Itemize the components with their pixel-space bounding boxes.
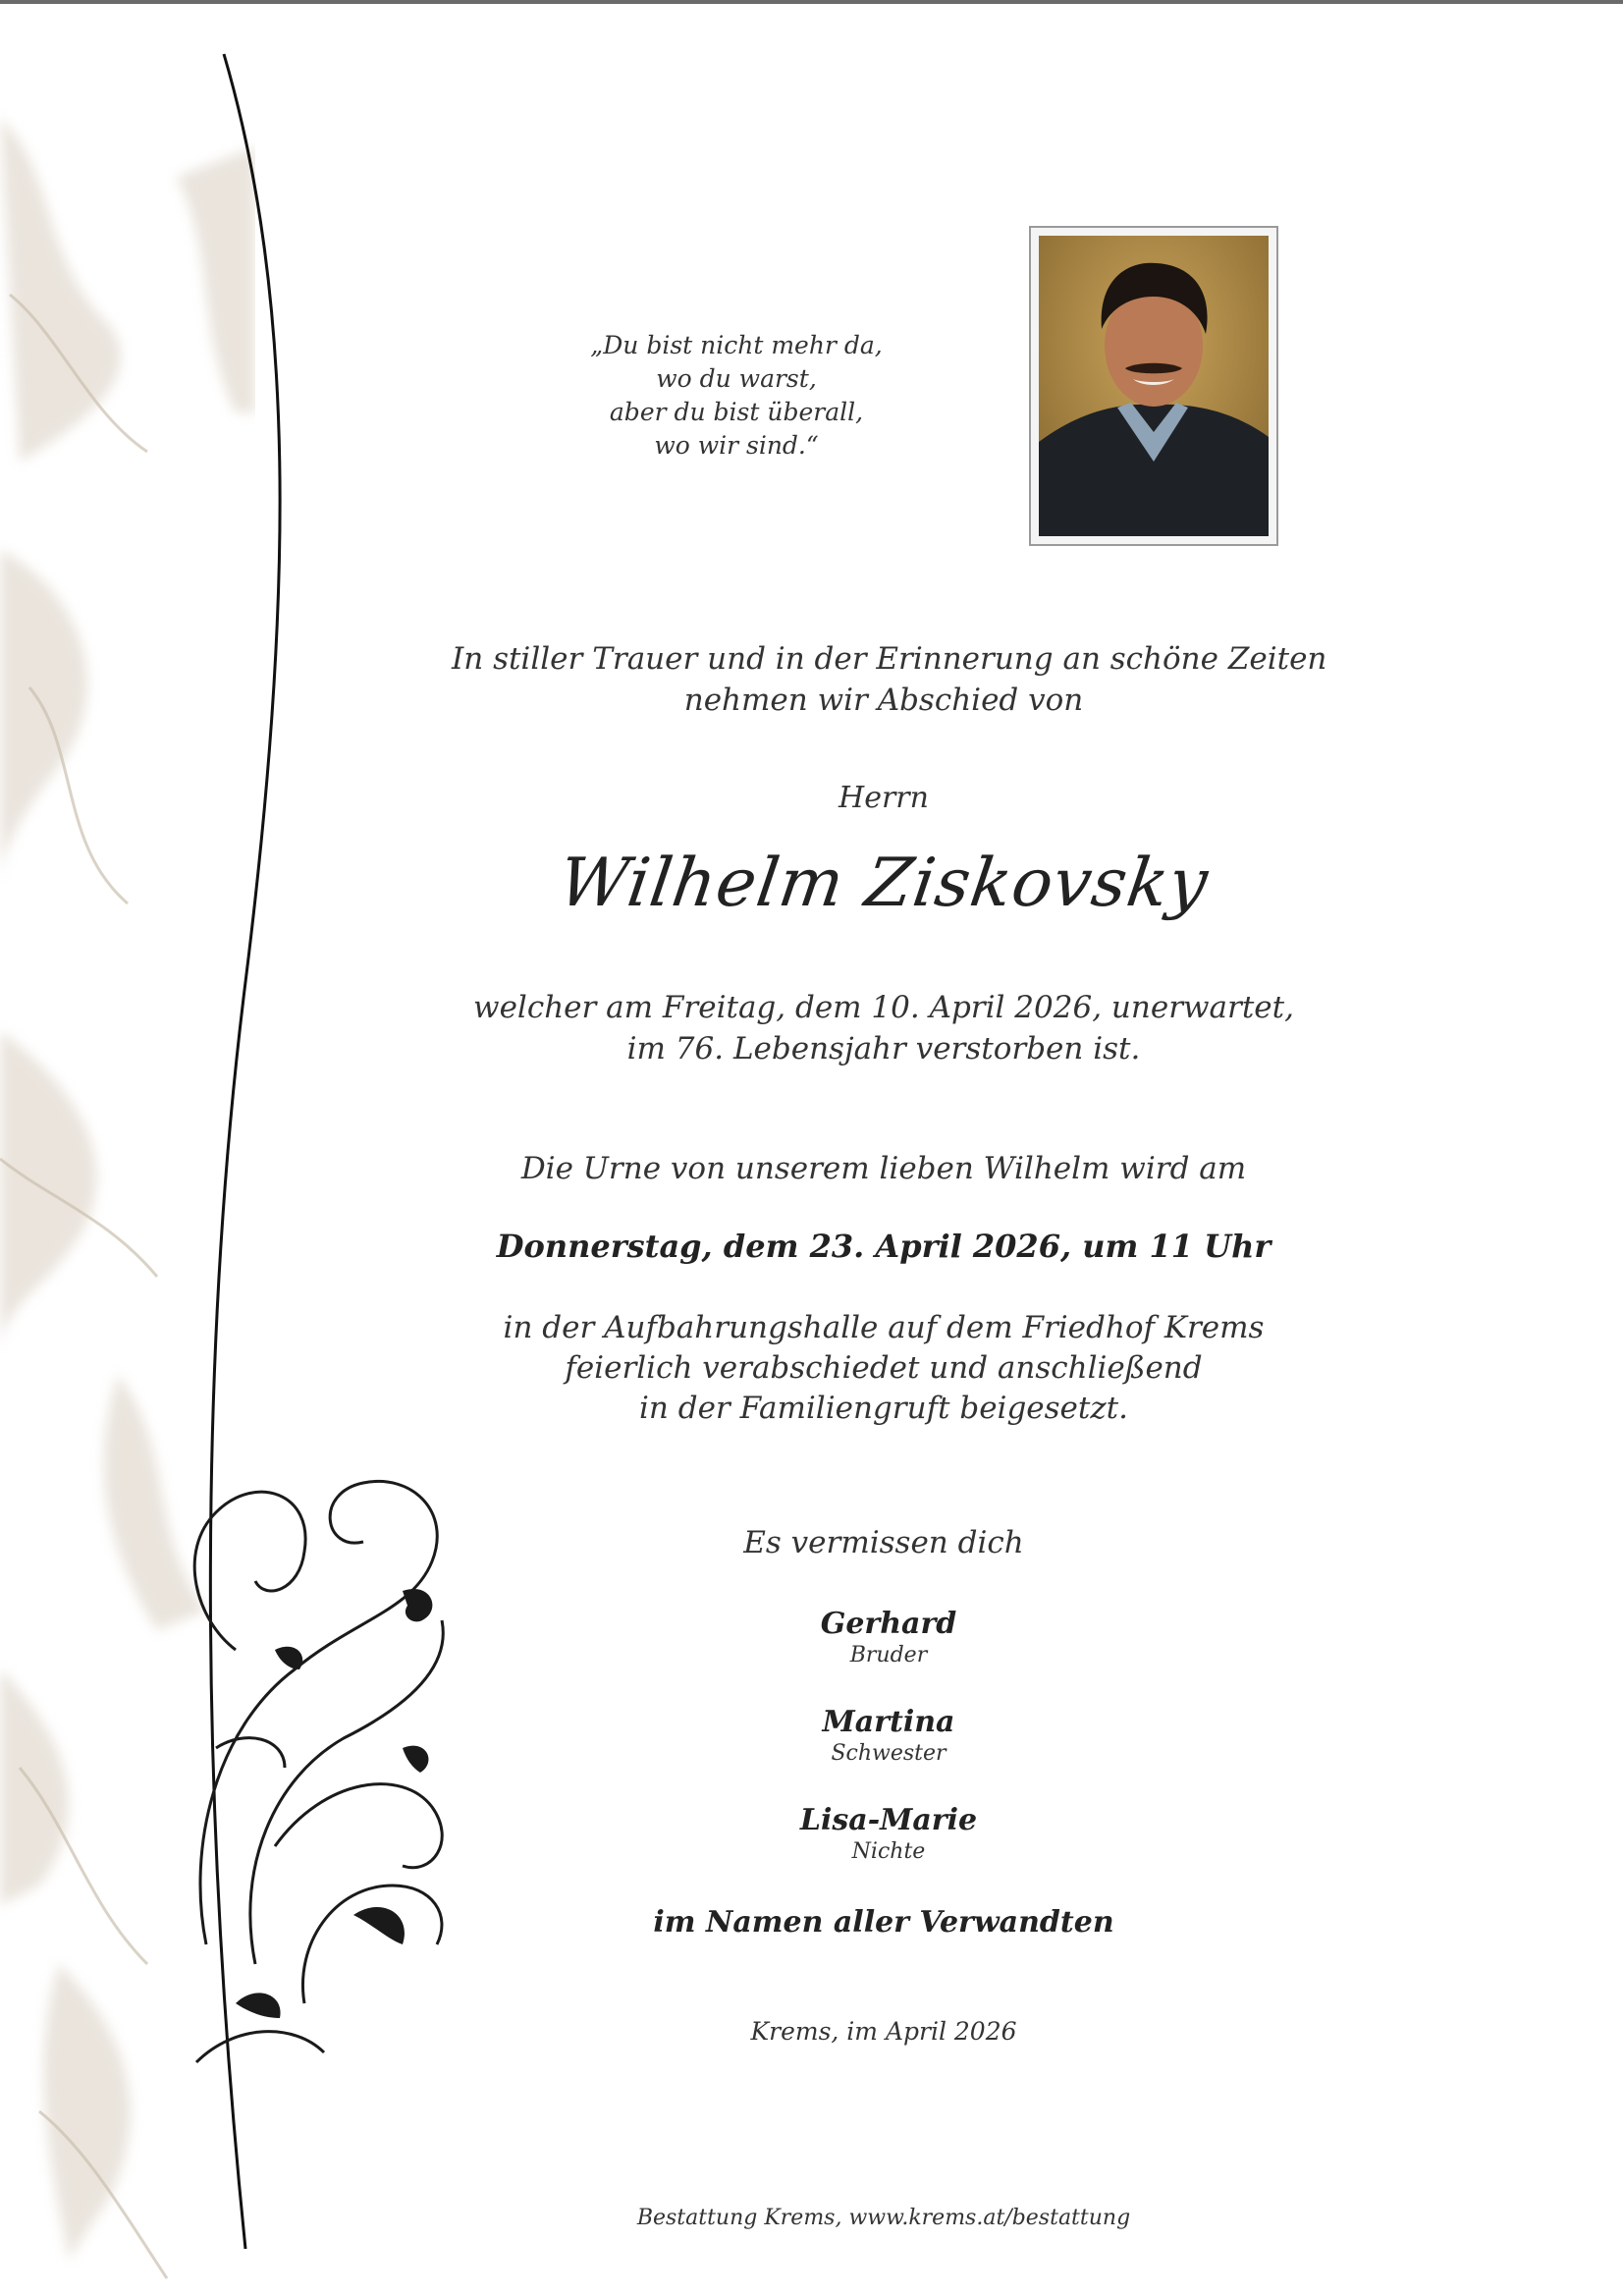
mourner-entry [746, 1607, 1031, 1669]
date-place: Krems, im April 2026 [750, 2017, 1017, 2046]
quote-line: „Du bist nicht mehr da, [590, 331, 883, 359]
mourner-relation: Schwester [831, 1741, 947, 1766]
place-line: feierlich verabschiedet und anschließend [565, 1350, 1203, 1386]
quote-line: wo du warst, [656, 364, 817, 393]
funeral-home-footer: Bestattung Krems, www.krems.at/bestattung [636, 2206, 1131, 2230]
flourish-ornament [177, 1453, 491, 2102]
closing-line: im Namen aller Verwandten [653, 1905, 1114, 1940]
place-line: in der Familiengruft beigesetzt. [639, 1391, 1128, 1426]
urn-intro: Die Urne von unserem lieben Wilhelm wird am [520, 1151, 1247, 1186]
intro-text [452, 638, 1327, 721]
ceremony-place [452, 1308, 1316, 1429]
mourner-entry [746, 1705, 1031, 1768]
mourner-name: Martina [822, 1705, 955, 1739]
memorial-quote [550, 329, 923, 463]
place-line: in der Aufbahrungshalle auf dem Friedhof Krems [503, 1310, 1265, 1345]
quote-line: aber du bist überall, [609, 398, 864, 426]
quote-line: wo wir sind.“ [654, 431, 819, 460]
deceased-name: Wilhelm Ziskovsky [554, 845, 1214, 922]
death-info-line: welcher am Freitag, dem 10. April 2026, unerwartet, [473, 990, 1294, 1025]
intro-line: nehmen wir Abschied von [683, 683, 1084, 718]
portrait-photo [1039, 236, 1269, 536]
portrait-frame [1029, 226, 1278, 546]
death-info [452, 987, 1316, 1069]
mourner-name: Lisa-Marie [799, 1803, 978, 1837]
mourner-relation: Nichte [851, 1839, 926, 1864]
ceremony-date: Donnerstag, dem 23. April 2026, um 11 Uhr [496, 1228, 1271, 1265]
mourner-entry [746, 1803, 1031, 1866]
salutation: Herrn [839, 781, 929, 815]
intro-line: In stiller Trauer und in der Erinnerung an schöne Zeiten [452, 641, 1327, 677]
mourner-name: Gerhard [820, 1607, 957, 1641]
missing-intro: Es vermissen dich [743, 1525, 1024, 1560]
death-info-line: im 76. Lebensjahr verstorben ist. [626, 1031, 1141, 1066]
mourner-relation: Bruder [849, 1643, 928, 1667]
